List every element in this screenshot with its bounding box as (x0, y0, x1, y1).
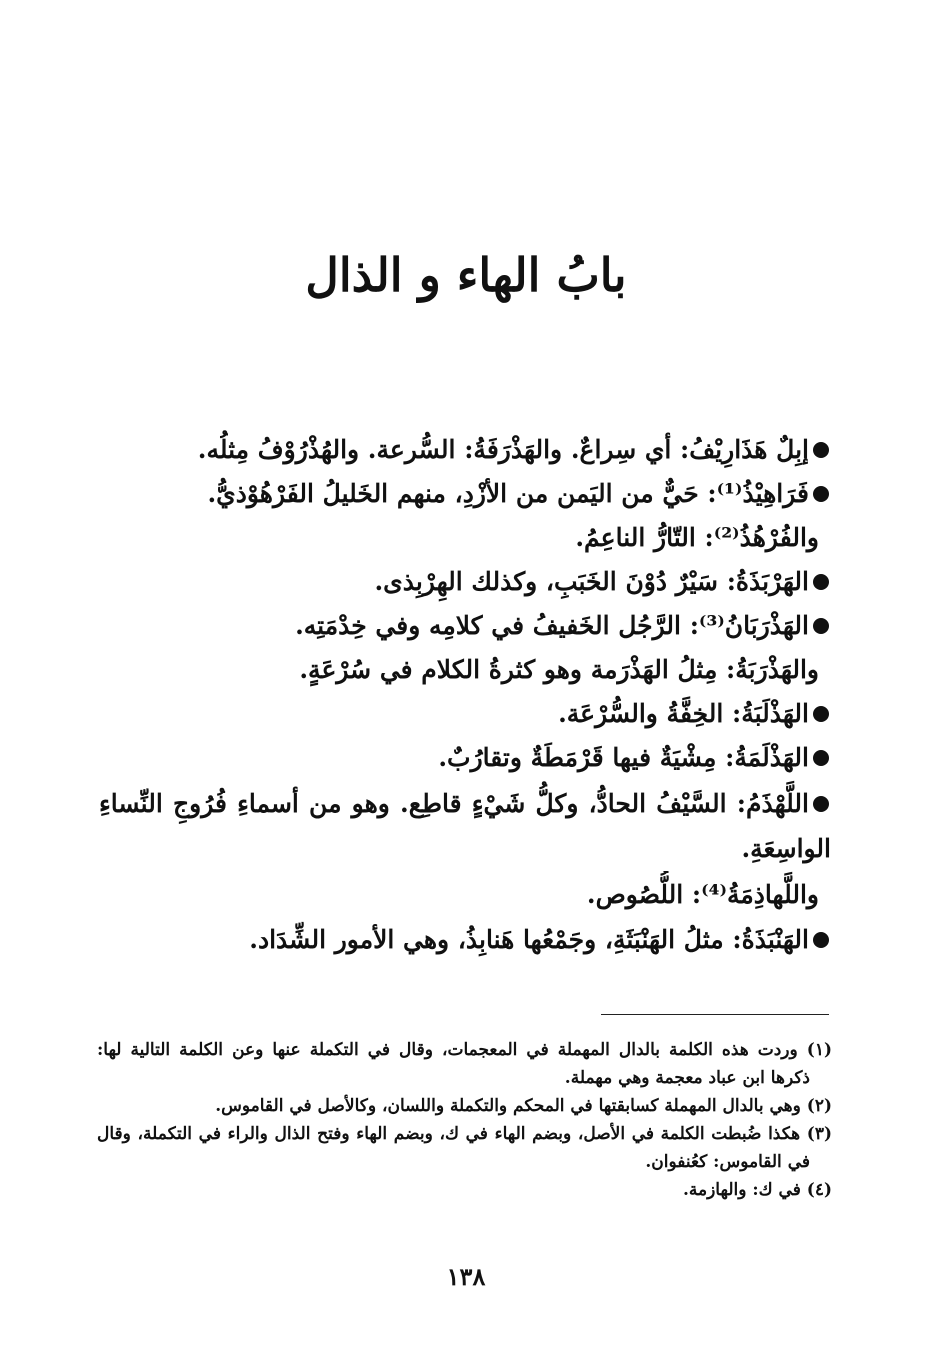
entry-harbadha (99, 560, 829, 604)
entry-text: الهَذْرَبَانُ⁽³⁾: الرَّجُل الخَفيفُ في كلامِه وفي خِدْمَتِه. (295, 611, 809, 640)
entry-text: إبِلٌ هَذَارِيْفُ: أي سِراعٌ. والهَذْرَفَةُ: السُّرعة. والهُذْرُوْفُ مِثلُه. (197, 435, 809, 464)
entry-hanbadha (99, 918, 829, 962)
entry-text: الهَرْبَذَةُ: سَيْرٌ دُوْنَ الخَبَبِ، وكذلك الهِرْبِذى. (374, 567, 809, 596)
dictionary-entries (99, 428, 829, 962)
footnote-1-continued: ذكرها ابن عباد معجمة وهي مهملة. (564, 1068, 810, 1088)
entry-text: الهَذْلَبَةُ: الخِفَّةُ والسُّرْعَة. (558, 699, 809, 728)
entry-text: والهَذْرَبَةُ: مِثلُ الهَذْرَمة وهو كثرةُ الكلام في سُرْعَةٍ. (299, 655, 819, 684)
entry-text: واللَّهاذِمَةُ⁽⁴⁾: اللُّصُوص. (586, 880, 819, 909)
bullet-icon (813, 932, 829, 948)
footnote-3: (٣) هكذا ضُبطت الكلمة في الأصل، وبضم الهاء في ك، وبضم الهاء وفتح الذال والراء في التكملة، وقال (97, 1124, 832, 1144)
bullet-icon (813, 706, 829, 722)
entry-hadhlaba (99, 692, 829, 736)
footnote-1: (١) وردت هذه الكلمة بالدال المهملة في المعجمات، وقال في التكملة عنها وعن الكلمة التالية لها: (97, 1040, 832, 1060)
entry-text: فَرَاهِيْذُ⁽¹⁾: حَيٌّ من اليَمن من الأزْدِ، منهم الخَليلُ الفَرْهُوْذيُّ. (207, 479, 809, 508)
bullet-icon (813, 618, 829, 634)
bullet-icon (813, 796, 829, 812)
entry-hadharif (99, 428, 829, 472)
chapter-title: بابُ الهاء و الذال (305, 248, 627, 302)
entry-text: الهَنْبَذَةُ: مثلُ الهَنْبَثَةِ، وجَمْعُها هَنابِذُ، وهي الأمور الشِّدَاد. (249, 925, 809, 954)
footnote-2: (٢) وهي بالدال المهملة كسابقتها في المحكم والتكملة واللسان، وكالأصل في القاموس. (215, 1096, 832, 1116)
entry-hadhlama (99, 736, 829, 780)
bullet-icon (813, 750, 829, 766)
entry-text: والفُرْهُذُ⁽²⁾: التّارُّ الناعِمُ. (575, 523, 819, 552)
bullet-icon (813, 442, 829, 458)
entry-lahdham (99, 780, 829, 827)
entry-farahid (99, 472, 829, 516)
entry-text: الواسِعَةِ. (741, 834, 831, 863)
entry-hadhraban (99, 604, 829, 648)
page-number: ١٣٨ (446, 1262, 486, 1291)
bullet-icon (813, 486, 829, 502)
entry-text: اللَّهْذَمُ: السَّيْفُ الحادُّ، وكلُّ شَيْءٍ قاطِع. وهو من أسماءِ فُرُوجِ النِّساءِ (99, 789, 809, 818)
footnote-3-continued: في القاموس: كعُنفوان. (645, 1152, 810, 1172)
footnote-separator (601, 1014, 829, 1015)
entry-lahadhima (99, 871, 829, 918)
bullet-icon (813, 574, 829, 590)
entry-furhud (99, 516, 829, 560)
entry-text: الهَذْلَمَةُ: مِشْيَةٌ فيها قَرْمَطَةٌ وتقارُبٌ. (438, 743, 809, 772)
footnote-4: (٤) في ك: والهازمة. (682, 1180, 832, 1200)
entry-hadhraba (99, 648, 829, 692)
footnotes (97, 1036, 832, 1204)
entry-lahdham-continued (99, 827, 831, 871)
